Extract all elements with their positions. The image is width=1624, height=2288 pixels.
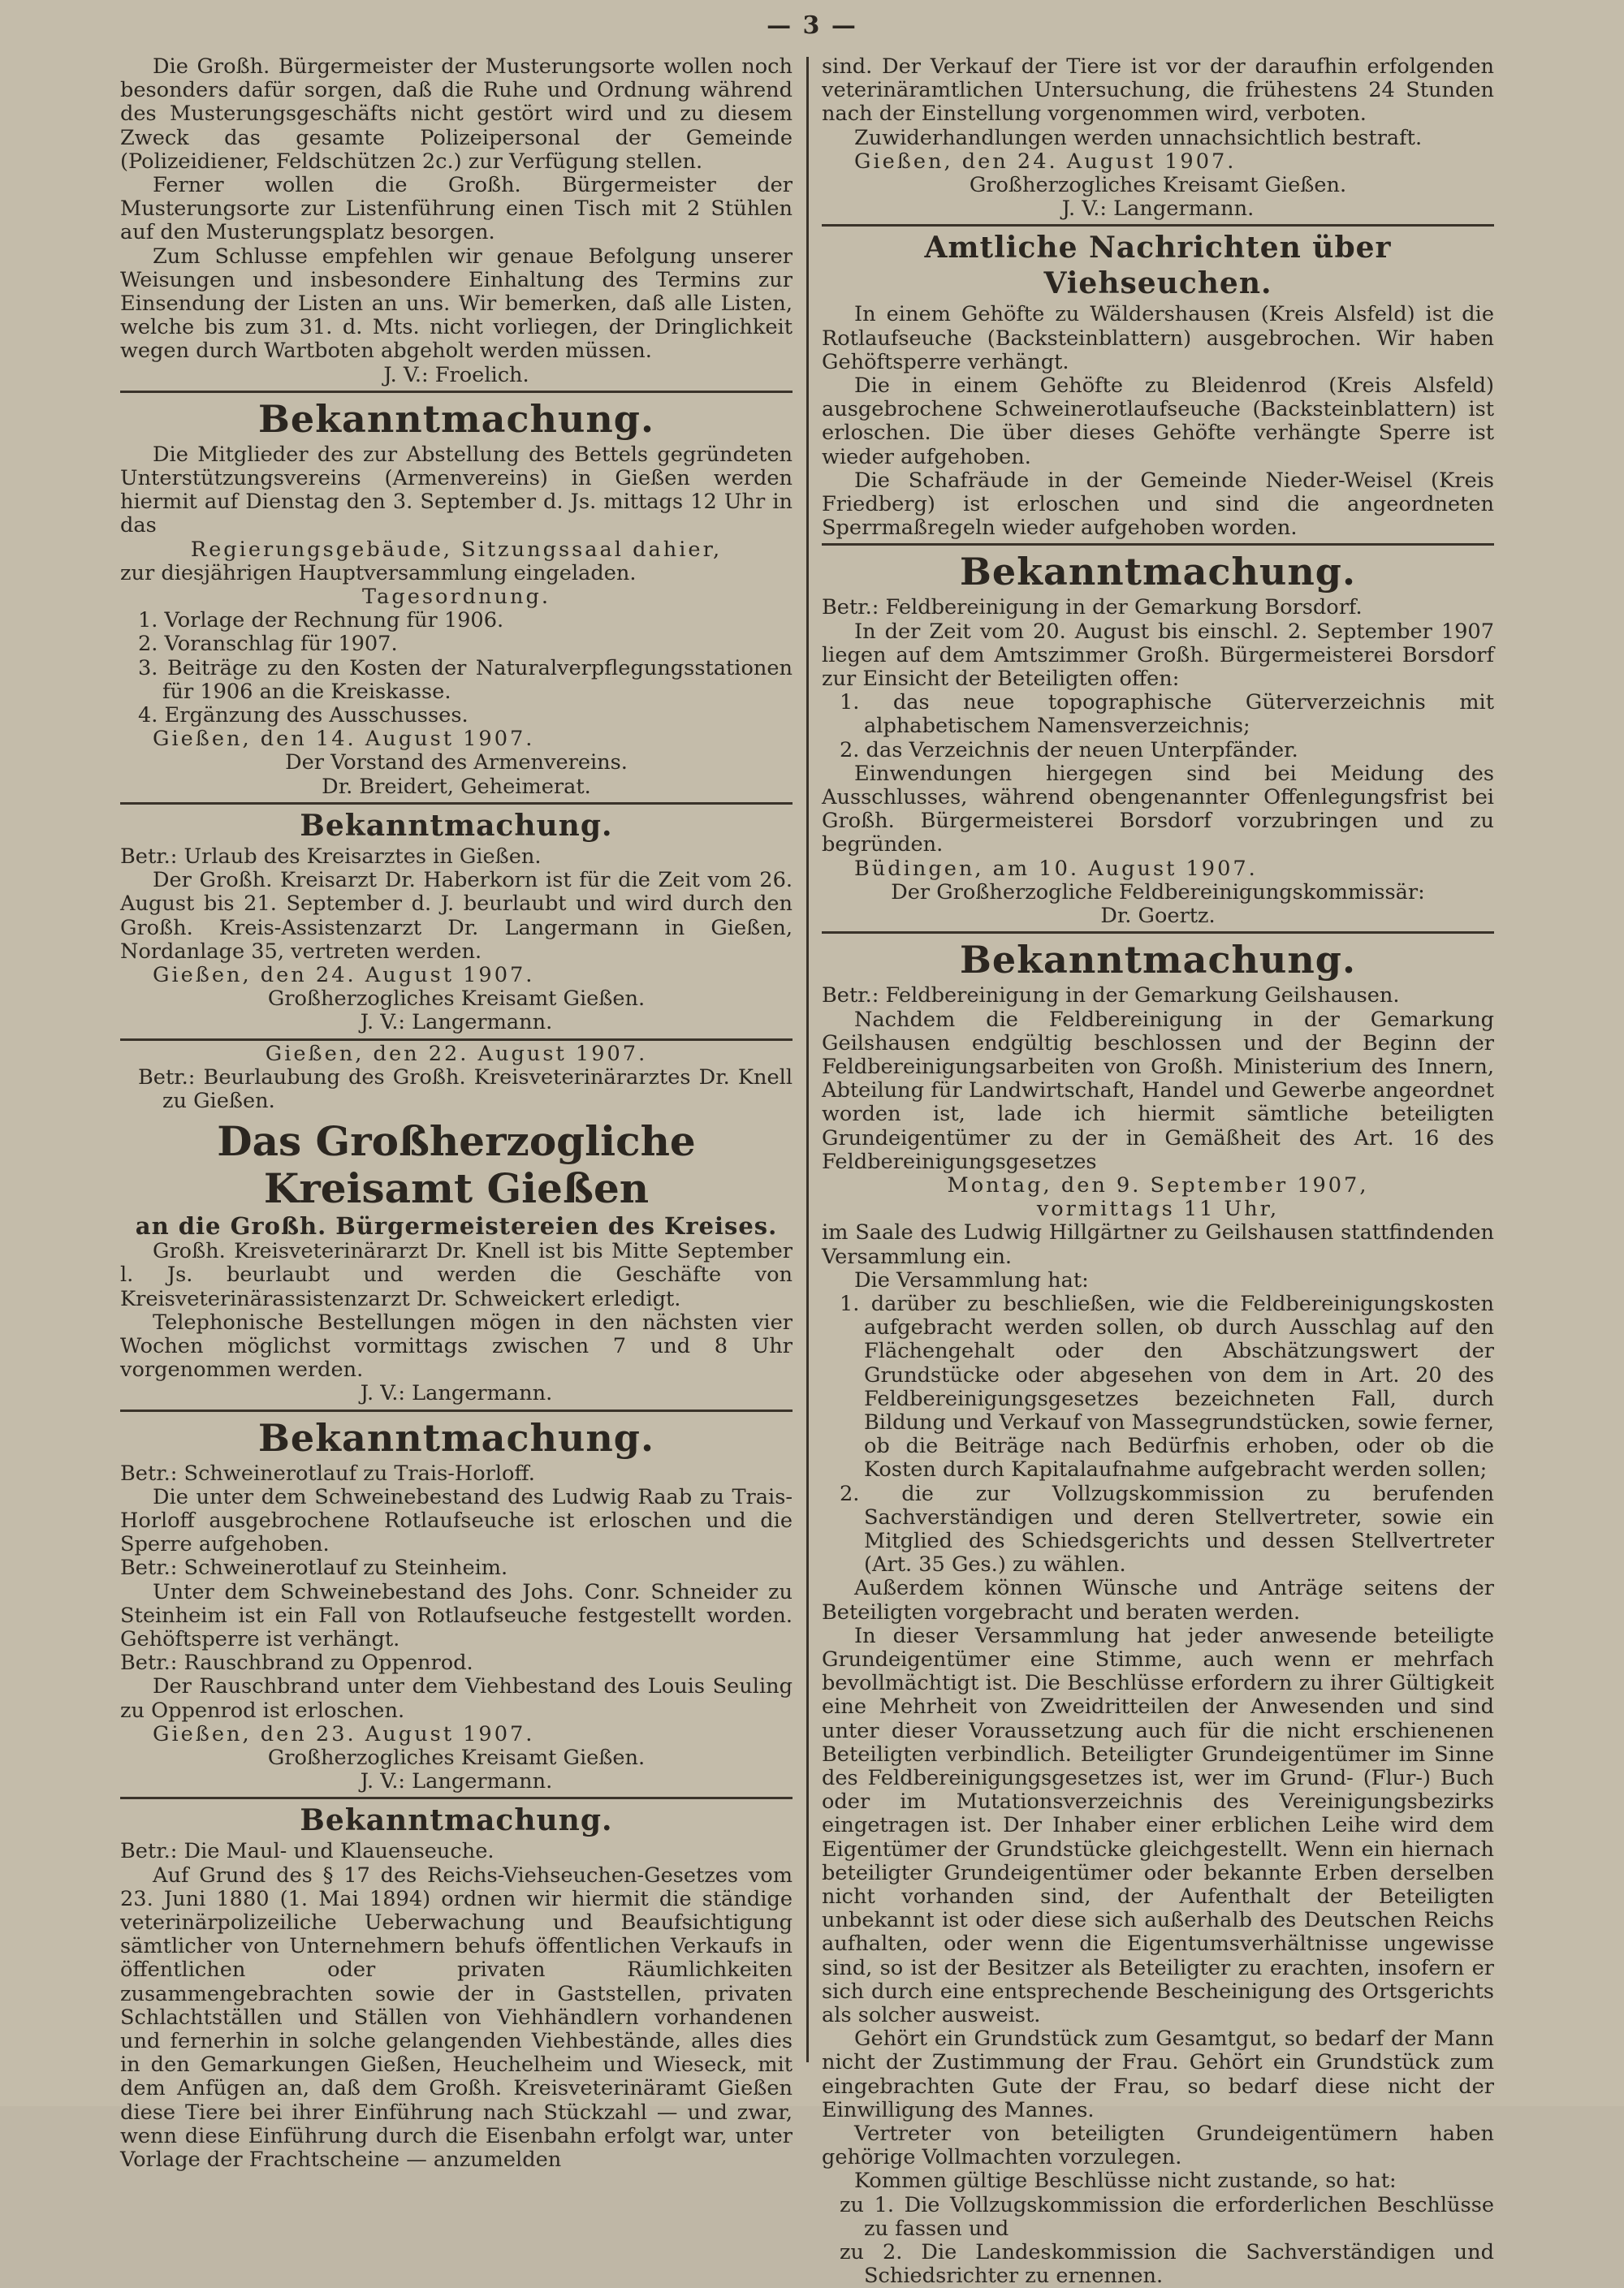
notice-paragraph: Außerdem können Wünsche und Anträge seitens der Beteiligten vorgebracht und beraten werden.	[822, 1576, 1494, 1625]
notice-paragraph: Die Schafräude in der Gemeinde Nieder-Weisel (Kreis Friedberg) ist erloschen und sind die angeordneten Sperrmaßregeln wieder aufgehoben worden.	[822, 468, 1494, 541]
notice-signature: Großherzogliches Kreisamt Gießen.	[969, 173, 1347, 198]
separator-rule	[822, 543, 1494, 546]
notice-signature: Der Vorstand des Armenvereins.	[285, 750, 628, 775]
notice-heading: Bekanntmachung.	[300, 808, 613, 843]
notice-signature: Dr. Goertz.	[1100, 904, 1216, 929]
separator-rule	[120, 391, 793, 393]
notice-paragraph: Nachdem die Feldbereinigung in der Gemarkung Geilshausen endgültig beschlossen und der Beginn der Feldbereinigungsarbeiten von Großh. Ministerium des Innern, Abteilung für Landwirtschaft, Handel und Gewerbe angeordnet worden ist, lade ich hiermit sämtliche beteiligten Grundeigentümer zu der in Gemäßheit des Art. 16 des Feldbereinigungsgesetzes	[822, 1007, 1494, 1174]
meeting-time: vormittags 11 Uhr,	[1036, 1197, 1280, 1222]
notice-paragraph: Zuwiderhandlungen werden unnachsichtlich bestraft.	[854, 125, 1423, 150]
notice-kreisveterinaerarzt	[120, 1043, 793, 1406]
notice-armenverein	[120, 396, 793, 799]
notice-kreisarzt-urlaub	[120, 808, 793, 1035]
notice-paragraph: Die in einem Gehöfte zu Bleidenrod (Kreis Alsfeld) ausgebrochene Schweinerotlaufseuche (Backsteinblattern) ist erloschen. Die über dieses Gehöfte verhängte Sperre ist wieder aufgehoben.	[822, 373, 1494, 469]
notice-heading: Bekanntmachung.	[300, 1803, 613, 1838]
notice-signature: Großherzogliches Kreisamt Gießen.	[267, 1745, 646, 1770]
agenda-title: Tagesordnung.	[361, 585, 551, 610]
list-item: zu 1. Die Vollzugskommission die erforderlichen Beschlüsse zu fassen und	[840, 2192, 1494, 2241]
notice-paragraph: Kommen gültige Beschlüsse nicht zustande, so hat:	[854, 2169, 1397, 2194]
notice-paragraph: Vertreter von beteiligten Grundeigentümern haben gehörige Vollmachten vorzulegen.	[822, 2122, 1494, 2170]
notice-heading: Bekanntmachung.	[960, 550, 1356, 594]
notice-viehseuchen-kreis	[120, 1415, 793, 1794]
notice-subject: Betr.: Feldbereinigung in der Gemarkung Geilshausen.	[822, 983, 1400, 1008]
notice-subject: Betr.: Schweinerotlauf zu Trais-Horloff.	[120, 1461, 535, 1486]
notice-paragraph: Gehört ein Grundstück zum Gesamtgut, so bedarf der Mann nicht der Zustimmung der Frau. Gehört ein Grundstück zum eingebrachten Gute der Frau, so bedarf diese nicht der Einwilligung des Mannes.	[822, 2027, 1494, 2122]
notice-signature: J. V.: Langermann.	[1061, 196, 1255, 222]
notice-feldbereinigung-geilshausen	[822, 937, 1494, 2288]
notice-signature: J. V.: Langermann.	[360, 1769, 553, 1794]
agenda-item: 3. Beiträge zu den Kosten der Naturalverpflegungsstationen für 1906 an die Kreiskasse.	[138, 655, 793, 704]
notice-date: Gießen, den 23. August 1907.	[153, 1721, 535, 1746]
notice-signature: Der Großherzogliche Feldbereinigungskommissär:	[891, 879, 1425, 904]
notice-paragraph: Unter dem Schweinebestand des Johs. Conr. Schneider zu Steinheim ist ein Fall von Rotlaufseuche festgestellt worden. Gehöftsperre ist verhängt.	[120, 1579, 793, 1651]
agenda-item: 4. Ergänzung des Ausschusses.	[138, 703, 469, 728]
notice-paragraph: Der Großh. Kreisarzt Dr. Haberkorn ist für die Zeit vom 26. August bis 21. September d. J. beurlaubt und wird durch den Großh. Kreis-Assistenzarzt Dr. Langermann in Gießen, Nordanlage 35, vertreten werden.	[120, 868, 793, 964]
notice-paragraph: Telephonische Bestellungen mögen in den nächsten vier Wochen möglichst vormittags zwischen 7 und 8 Uhr vorgenommen werden.	[120, 1310, 793, 1383]
notice-paragraph: In einem Gehöfte zu Wäldershausen (Kreis Alsfeld) ist die Rotlaufseuche (Backsteinblattern) ausgebrochen. Wir haben Gehöftsperre verhängt.	[822, 302, 1494, 374]
notice-paragraph: Die Mitglieder des zur Abstellung des Bettels gegründeten Unterstützungsvereins (Armenvereins) in Gießen werden hiermit auf Dienstag den 3. September d. Js. mittags 12 Uhr in das	[120, 442, 793, 538]
notice-heading: Amtliche Nachrichten über Viehseuchen.	[924, 231, 1392, 301]
notice-signature: J. V.: Langermann.	[360, 1010, 553, 1035]
notice-maul-klauenseuche-continued	[822, 55, 1494, 221]
notice-paragraph: Großh. Kreisveterinärarzt Dr. Knell ist bis Mitte September l. Js. beurlaubt und werden die Geschäfte von Kreisveterinärassistenzarzt Dr. Schweickert erledigt.	[120, 1239, 793, 1311]
notice-date: Gießen, den 14. August 1907.	[153, 727, 535, 752]
notice-paragraph: In dieser Versammlung hat jeder anwesende beteiligte Grundeigentümer eine Stimme, auch wenn er mehrfach bevollmächtigt ist. Die Beschlüsse erfordern zu ihrer Gültigkeit eine Mehrheit von Zweidritteilen der Anwesenden und sind unter dieser Voraussetzung auch für die nicht erschienenen Beteiligten verbindlich. Beteiligter Grundeigentümer im Sinne des Feldbereinigungsgesetzes ist, wer im Grund- (Flur-) Buch oder im Mutationsverzeichnis des Vereinigungsbezirks eingetragen ist. Der Inhaber einer erblichen Leihe wird dem Eigentümer der Grundstücke gleichgestellt. Wenn ein hiernach beteiligter Grundeigentümer oder bekannte Erben derselben nicht vorhanden sind, der Aufenthalt der Beteiligten unbekannt ist oder diese sich außerhalb des Deutschen Reichs aufhalten, oder wenn die Eigentumsverhältnisse ungewisse sind, so ist der Besitzer als Beteiligter zu erachten, insofern er sich durch eine entsprechende Bescheinigung des Ortsgerichts als solcher ausweist.	[822, 1623, 1494, 2028]
notice-paragraph: zur diesjährigen Hauptversammlung eingeladen.	[120, 560, 637, 585]
notice-paragraph: Der Rauschbrand unter dem Viehbestand des Louis Seuling zu Oppenrod ist erloschen.	[120, 1674, 793, 1723]
notice-amtliche-nachrichten	[822, 230, 1494, 540]
intro-signature: J. V.: Froelich.	[383, 362, 529, 387]
notice-feldbereinigung-borsdorf	[822, 549, 1494, 928]
notice-paragraph: In der Zeit vom 20. August bis einschl. 2. September 1907 liegen auf dem Amtszimmer Großh. Bürgermeisterei Borsdorf zur Einsicht der Beteiligten offen:	[822, 619, 1494, 692]
notice-signature: Großherzogliches Kreisamt Gießen.	[267, 986, 646, 1012]
notice-heading: Das Großherzogliche Kreisamt Gießen	[217, 1117, 696, 1213]
notice-subject: Betr.: Die Maul- und Klauenseuche.	[120, 1839, 495, 1864]
separator-rule	[120, 1038, 793, 1041]
notice-date: Büdingen, am 10. August 1907.	[854, 856, 1258, 881]
agenda-item: 1. Vorlage der Rechnung für 1906.	[138, 608, 504, 633]
right-column	[822, 54, 1494, 2288]
intro-paragraph-2: Ferner wollen die Großh. Bürgermeister der Musterungsorte zur Listenführung einen Tisch mit 2 Stühlen auf den Musterungsplatz besorgen.	[120, 173, 793, 245]
notice-paragraph: sind. Der Verkauf der Tiere ist vor der daraufhin erfolgenden veterinäramtlichen Untersuchung, die frühestens 24 Stunden nach der Einstellung vorgenommen wird, verboten.	[822, 54, 1494, 127]
notice-paragraph: Einwendungen hiergegen sind bei Meidung des Ausschlusses, während obengenannter Offenlegungsfrist bei Großh. Bürgermeisterei Borsdorf vorzubringen und zu begründen.	[822, 761, 1494, 857]
separator-rule	[120, 802, 793, 805]
notice-date: Gießen, den 22. August 1907.	[265, 1041, 648, 1066]
notice-heading: Bekanntmachung.	[258, 1415, 654, 1460]
notice-subheading: an die Großh. Bürgermeistereien des Kreises.	[135, 1212, 778, 1241]
list-item: 2. die zur Vollzugskommission zu berufenden Sachverständigen und deren Stellvertreter, sowie ein Mitglied des Schiedsgerichts und dessen Stellvertreter (Art. 35 Ges.) zu wählen.	[840, 1481, 1494, 1578]
intro-notice	[120, 55, 793, 387]
separator-rule	[120, 1409, 793, 1412]
list-item: zu 2. Die Landeskommission die Sachverständigen und Schiedsrichter zu ernennen.	[840, 2240, 1494, 2288]
intro-paragraph-3: Zum Schlusse empfehlen wir genaue Befolgung unserer Weisungen und insbesondere Einhaltung des Termins zur Einsendung der Listen an uns. Wir bemerken, daß alle Listen, welche bis zum 31. d. Mts. nicht vorliegen, der Dringlichkeit wegen durch Wartboten abgeholt werden müssen.	[120, 244, 793, 364]
separator-rule	[822, 224, 1494, 227]
agenda-item: 2. Voranschlag für 1907.	[138, 632, 398, 657]
notice-maul-klauenseuche	[120, 1802, 793, 2172]
notice-signature: J. V.: Langermann.	[360, 1381, 553, 1406]
left-column	[120, 54, 793, 2173]
page-number: — 3 —	[767, 11, 857, 40]
list-item: 2. das Verzeichnis der neuen Unterpfänder.	[840, 737, 1298, 762]
notice-date: Gießen, den 24. August 1907.	[854, 149, 1237, 174]
notice-signature: Dr. Breidert, Geheimerat.	[322, 774, 591, 799]
notice-subject: Betr.: Urlaub des Kreisarztes in Gießen.	[120, 844, 542, 869]
meeting-place: Regierungsgebäude, Sitzungssaal dahier,	[190, 537, 723, 562]
notice-heading: Bekanntmachung.	[960, 938, 1356, 982]
notice-paragraph: im Saale des Ludwig Hillgärtner zu Geilshausen stattfindenden Versammlung ein.	[822, 1220, 1494, 1269]
notice-paragraph: Auf Grund des § 17 des Reichs-Viehseuchen-Gesetzes vom 23. Juni 1880 (1. Mai 1894) ordnen wir hiermit die ständige veterinärpolizeiliche Ueberwachung und Beaufsichtigung sämtlicher von Unternehmern behufs öffentlichen Verkaufs in öffentlichen oder privaten Räumlichkeiten zusammengebrachten sowie der in Gaststellen, privaten Schlachtställen und Ställen von Viehhändlern vorhandenen und fernerhin in solche gelangenden Viehbestände, alles dies in den Gemarkungen Gießen, Heuchelheim und Wieseck, mit dem Anfügen an, daß dem Großh. Kreisveterinäramt Gießen diese Tiere bei ihrer Einführung nach Stückzahl — und zwar, wenn diese Einführung durch die Eisenbahn erfolgt war, unter Vorlage der Frachtscheine — anzumelden	[120, 1863, 793, 2173]
notice-subject: Betr.: Beurlaubung des Großh. Kreisveterinärarztes Dr. Knell zu Gießen.	[138, 1064, 793, 1113]
notice-date: Gießen, den 24. August 1907.	[153, 962, 535, 987]
separator-rule	[120, 1797, 793, 1799]
notice-paragraph: Die Versammlung hat:	[854, 1267, 1089, 1293]
intro-paragraph-1: Die Großh. Bürgermeister der Musterungsorte wollen noch besonders dafür sorgen, daß die Ruhe und Ordnung während des Musterungsgeschäfts nicht gestört wird und zu diesem Zweck das gesamte Polizeipersonal der Gemeinde (Polizeidiener, Feldschützen 2c.) zur Verfügung stellen.	[120, 54, 793, 174]
notice-heading: Bekanntmachung.	[258, 396, 654, 441]
notice-subject: Betr.: Feldbereinigung in der Gemarkung Borsdorf.	[822, 595, 1363, 620]
list-item: 1. das neue topographische Güterverzeichnis mit alphabetischem Namensverzeichnis;	[840, 690, 1494, 739]
meeting-date: Montag, den 9. September 1907,	[947, 1172, 1369, 1198]
notice-subject: Betr.: Schweinerotlauf zu Steinheim.	[120, 1556, 508, 1581]
notice-paragraph: Die unter dem Schweinebestand des Ludwig Raab zu Trais-Horloff ausgebrochene Rotlaufseuche ist erloschen und die Sperre aufgehoben.	[120, 1484, 793, 1557]
column-divider	[806, 57, 809, 2062]
separator-rule	[822, 931, 1494, 934]
list-item: 1. darüber zu beschließen, wie die Feldbereinigungskosten aufgebracht werden sollen, ob durch Ausschlag auf den Flächengehalt oder den Abschätzungswert der Grundstücke oder abgesehen von dem in Art. 20 des Feldbereinigungsgesetzes bezeichneten Fall, durch Bildung und Verkauf von Massegrundstücken, sowie ferner, ob die Beiträge nach Bedürfnis erhoben, oder ob die Kosten durch Kapitalaufnahme aufgebracht werden sollen;	[840, 1291, 1494, 1483]
notice-subject: Betr.: Rauschbrand zu Oppenrod.	[120, 1651, 473, 1676]
